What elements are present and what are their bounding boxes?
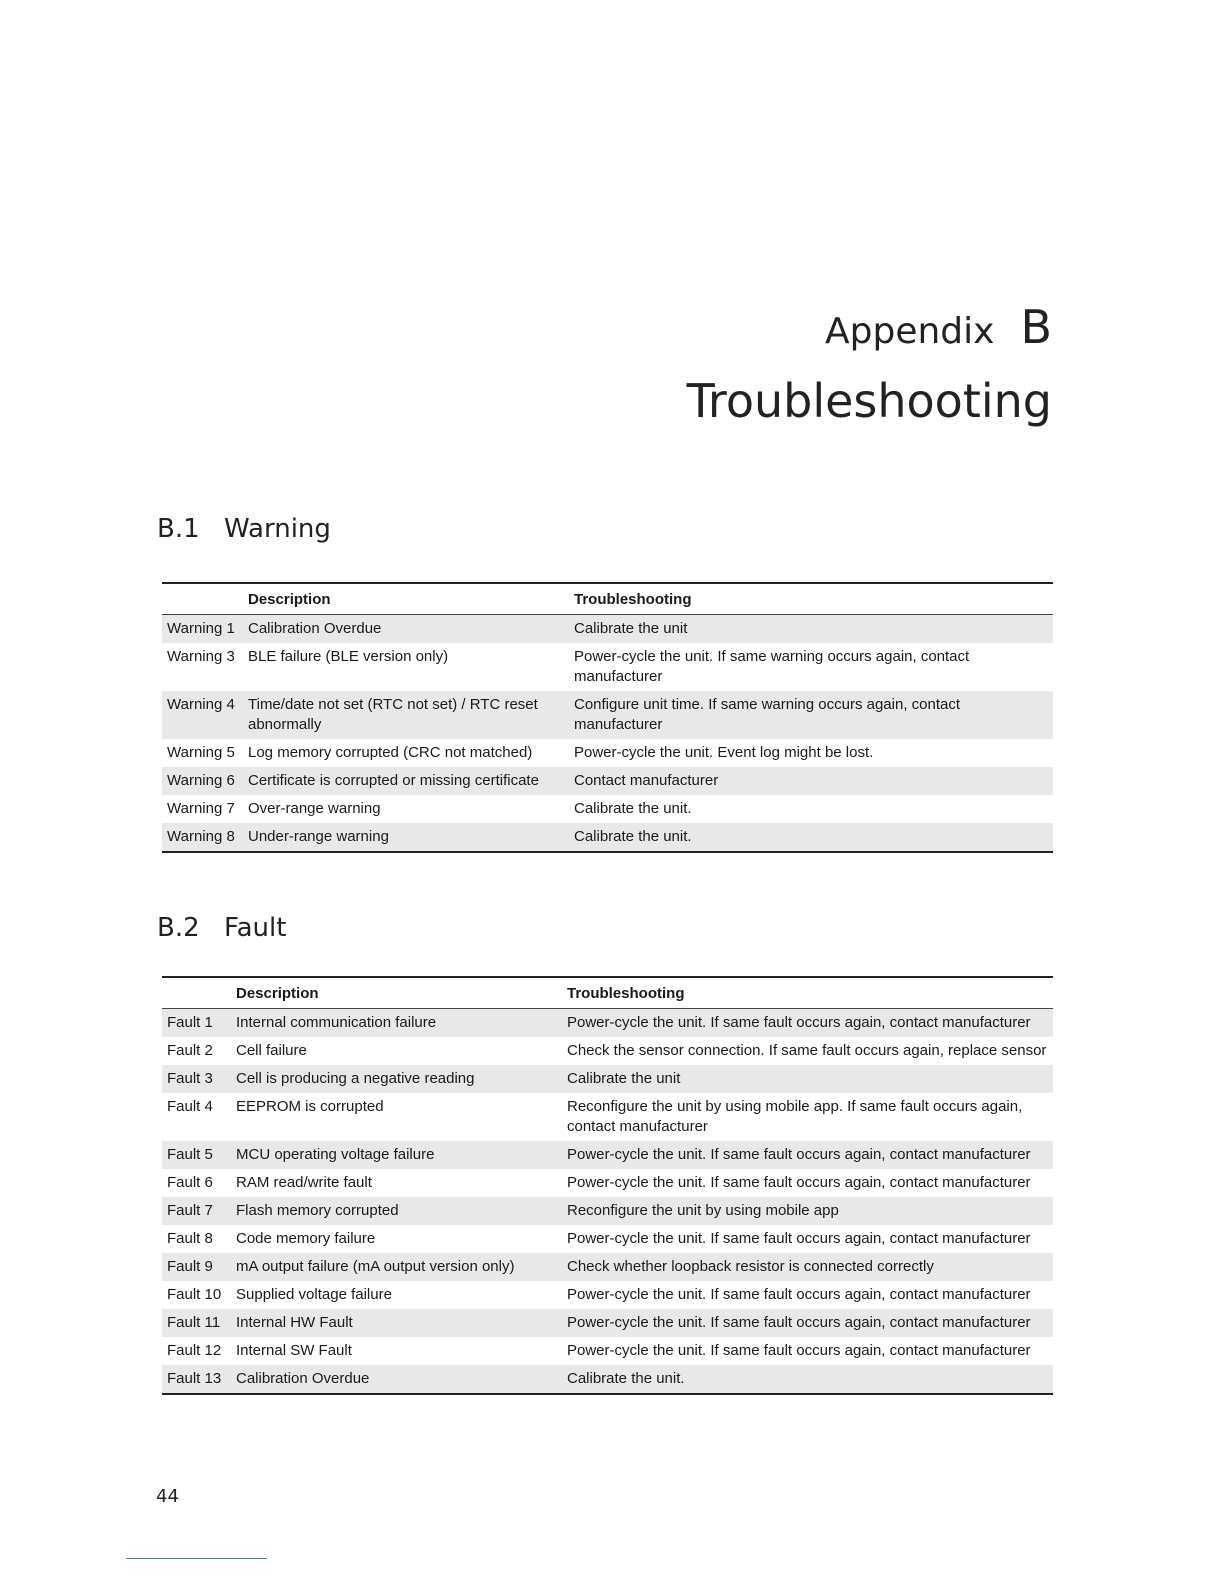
row-description: Supplied voltage failure [236,1286,392,1303]
row-description: Internal communication failure [231,1009,562,1038]
section-number: B.1 [157,514,200,544]
section-title: Warning [224,514,331,544]
row-code: Fault 9 [162,1253,231,1281]
warning-section-heading [157,514,331,544]
row-troubleshooting: Check whether loopback resistor is connected correctly [562,1253,1053,1281]
row-code: Warning 6 [162,767,243,795]
column-header-troubleshooting: Troubleshooting [562,977,1053,1009]
table-row [162,1337,1053,1365]
row-code: Fault 13 [162,1365,231,1394]
column-header-troubleshooting: Troubleshooting [569,583,1053,615]
row-description: Certificate is corrupted or missing certificate [243,767,569,795]
row-code: Warning 1 [162,615,243,644]
table-row [162,1169,1053,1197]
row-description: Flash memory corrupted [231,1197,562,1225]
row-code: Fault 7 [162,1197,231,1225]
row-troubleshooting: Power-cycle the unit. If same fault occurs again, contact manufacturer [567,1286,1031,1303]
row-code: Warning 5 [167,744,235,761]
footer-divider [126,1558,267,1559]
row-troubleshooting: Power-cycle the unit. If same fault occurs again, contact manufacturer [562,1009,1053,1038]
column-header-description: Description [231,977,562,1009]
row-troubleshooting: Calibrate the unit. [562,1365,1053,1394]
fault-table [162,976,1053,1395]
table-row [162,615,1053,644]
row-troubleshooting: Power-cycle the unit. Event log might be lost. [574,744,874,761]
row-troubleshooting: Check the sensor connection. If same fault occurs again, replace sensor [567,1042,1047,1059]
row-troubleshooting: Power-cycle the unit. If same fault occurs again, contact manufacturer [567,1174,1031,1191]
row-description: EEPROM is corrupted [236,1098,384,1115]
row-code: Fault 10 [167,1286,222,1303]
row-code: Fault 6 [167,1174,213,1191]
appendix-label [825,300,1052,354]
row-troubleshooting: Power-cycle the unit. If same fault occurs again, contact manufacturer [562,1141,1053,1169]
column-header-description: Description [243,583,569,615]
section-title: Fault [224,913,287,943]
row-code: Fault 1 [162,1009,231,1038]
row-code: Fault 11 [162,1309,231,1337]
row-troubleshooting: Calibrate the unit [569,615,1053,644]
appendix-letter: B [1020,300,1052,354]
row-troubleshooting: Calibrate the unit. [569,823,1053,852]
row-description: Internal SW Fault [236,1342,352,1359]
row-description: Time/date not set (RTC not set) / RTC reset abnormally [243,691,569,739]
row-troubleshooting: Power-cycle the unit. If same fault occurs again, contact manufacturer [562,1309,1053,1337]
row-description: Cell is producing a negative reading [231,1065,562,1093]
table-row [162,1365,1053,1394]
row-code: Fault 8 [167,1230,213,1247]
row-description: Over-range warning [248,800,381,817]
table-row [162,1141,1053,1169]
table-row [162,1309,1053,1337]
warning-table [162,582,1053,853]
row-code: Fault 4 [167,1098,213,1115]
fault-section-heading [157,913,286,943]
row-description: mA output failure (mA output version only) [231,1253,562,1281]
column-header-code [162,977,231,1009]
row-troubleshooting: Configure unit time. If same warning occurs again, contact manufacturer [569,691,1053,739]
page-number: 44 [156,1486,179,1507]
table-row [162,1197,1053,1225]
row-description: BLE failure (BLE version only) [248,648,449,665]
row-description: Internal HW Fault [231,1309,562,1337]
section-number: B.2 [157,913,200,943]
row-description: Code memory failure [236,1230,376,1247]
table-row [162,1225,1053,1253]
table-header-row [162,583,1053,615]
row-code: Warning 7 [167,800,235,817]
row-troubleshooting: Power-cycle the unit. If same warning occurs again, contact manufacturer [574,648,970,685]
table-row [162,691,1053,739]
table-row [162,823,1053,852]
table-row [162,1065,1053,1093]
appendix-word: Appendix [824,311,995,352]
table-row [162,1093,1053,1141]
row-code: Fault 3 [162,1065,231,1093]
row-description: RAM read/write fault [236,1174,372,1191]
row-code: Warning 4 [162,691,243,739]
table-row [162,767,1053,795]
row-description: Cell failure [236,1042,307,1059]
row-code: Fault 2 [167,1042,213,1059]
table-row [162,1281,1053,1309]
row-description: MCU operating voltage failure [231,1141,562,1169]
row-description: Log memory corrupted (CRC not matched) [248,744,533,761]
column-header-code [162,583,243,615]
row-troubleshooting: Reconfigure the unit by using mobile app [562,1197,1053,1225]
page-title: Troubleshooting [686,374,1052,428]
table-row [162,1037,1053,1065]
table-row [162,643,1053,691]
table-header-row [162,977,1053,1009]
table-row [162,1009,1053,1038]
row-description: Calibration Overdue [231,1365,562,1394]
table-row [162,1253,1053,1281]
row-troubleshooting: Power-cycle the unit. If same fault occurs again, contact manufacturer [567,1342,1031,1359]
row-troubleshooting: Power-cycle the unit. If same fault occurs again, contact manufacturer [567,1230,1031,1247]
row-troubleshooting: Reconfigure the unit by using mobile app. If same fault occurs again, contact manufacturer [567,1098,1023,1135]
row-troubleshooting: Calibrate the unit. [574,800,692,817]
row-troubleshooting: Calibrate the unit [562,1065,1053,1093]
table-row [162,739,1053,767]
row-code: Warning 8 [162,823,243,852]
table-row [162,795,1053,823]
row-code: Fault 5 [162,1141,231,1169]
row-description: Under-range warning [243,823,569,852]
row-description: Calibration Overdue [243,615,569,644]
row-code: Fault 12 [167,1342,222,1359]
row-code: Warning 3 [167,648,235,665]
row-troubleshooting: Contact manufacturer [569,767,1053,795]
